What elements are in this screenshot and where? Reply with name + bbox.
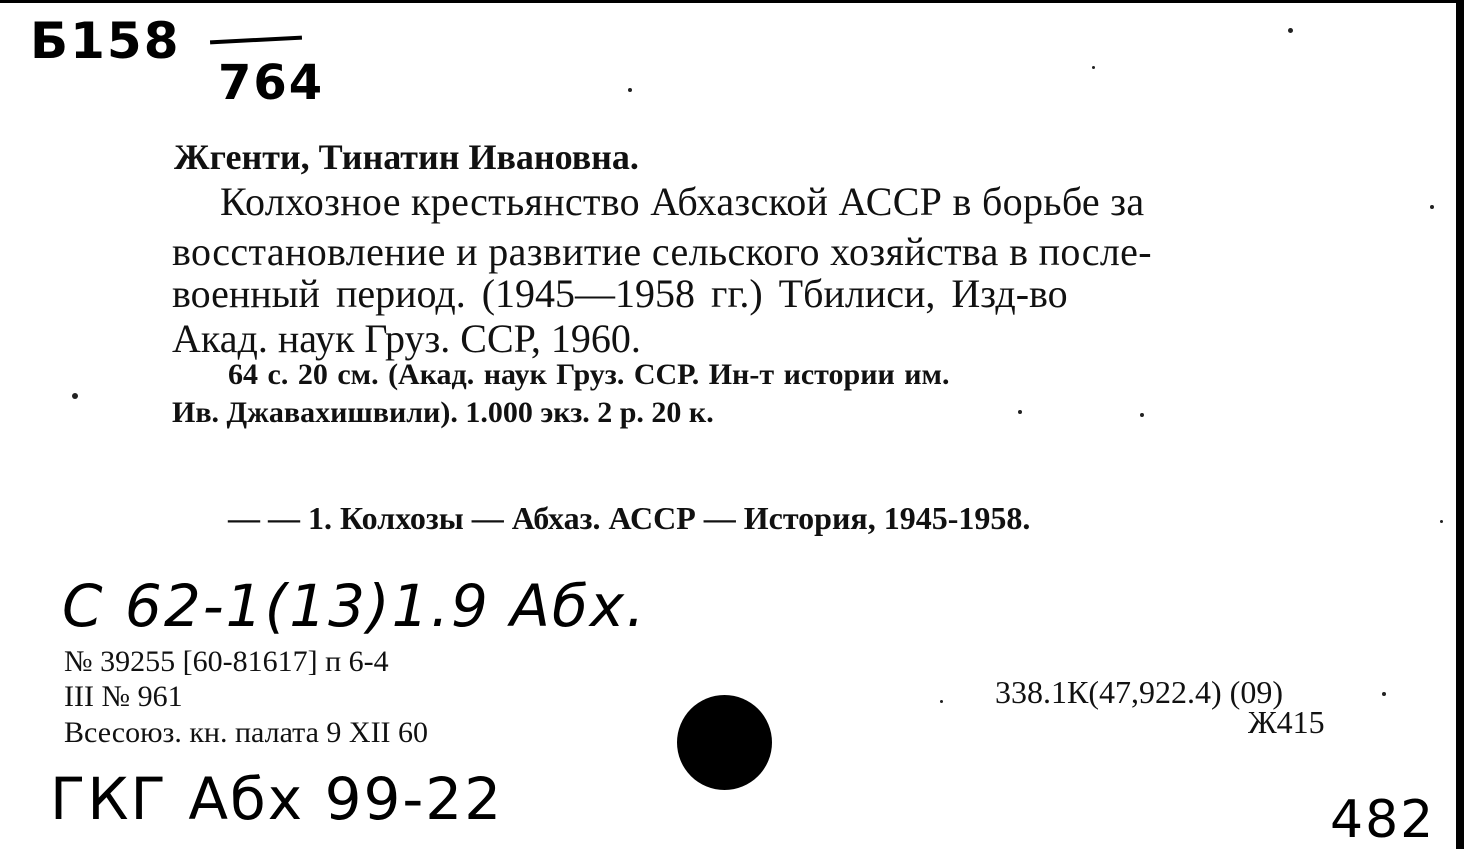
card-top-edge [0, 0, 1464, 3]
collation-line-1: 64 с. 20 см. (Акад. наук Груз. ССР. Ин-т истории им. [228, 358, 950, 391]
scan-speck [72, 393, 78, 399]
scan-speck [1440, 520, 1443, 523]
subject-heading: — — 1. Колхозы — Абхаз. АССР — История, 1945-1958. [228, 500, 1031, 536]
scan-speck [1092, 66, 1095, 69]
card-right-edge [1456, 0, 1464, 849]
scan-speck [1430, 205, 1434, 209]
shelf-fraction-line [210, 36, 302, 45]
record-number-line: № 39255 [60-81617] п 6-4 [64, 645, 389, 678]
author-mark: Ж415 [1248, 704, 1325, 740]
book-chamber-line: Всесоюз. кн. палата 9 XII 60 [64, 716, 429, 749]
handwritten-shelf-top: Б158 [30, 12, 181, 70]
card-punch-hole [677, 695, 772, 790]
handwritten-corner-number: 482 [1330, 790, 1436, 850]
handwritten-call-number: С 62-1(13)1.9 Абх. [62, 572, 647, 640]
handwritten-bottom-code: ГКГ Абх 99-22 [50, 765, 504, 833]
author-heading: Жгенти, Тинатин Ивановна. [174, 137, 639, 177]
scan-speck [1018, 410, 1022, 414]
title-line-3: военный период. (1945—1958 гг.) Тбилиси, Изд-во [172, 271, 1068, 316]
scan-speck [1288, 28, 1293, 33]
title-line-1: Колхозное крестьянство Абхазской АССР в борьбе за [220, 179, 1145, 224]
handwritten-shelf-bottom: 764 [218, 55, 325, 111]
scan-speck [940, 700, 943, 703]
collation-line-2: Ив. Джавахишвили). 1.000 экз. 2 р. 20 к. [172, 396, 714, 429]
title-line-2: восстановление и развитие сельского хозяйства в после- [172, 229, 1152, 274]
scan-speck [1382, 692, 1386, 696]
series-line: III № 961 [64, 680, 183, 713]
title-line-4: Акад. наук Груз. ССР, 1960. [172, 316, 641, 361]
scan-speck [1140, 413, 1144, 417]
classification-code: 338.1К(47,922.4) (09) [995, 674, 1283, 710]
scan-speck [628, 88, 632, 92]
